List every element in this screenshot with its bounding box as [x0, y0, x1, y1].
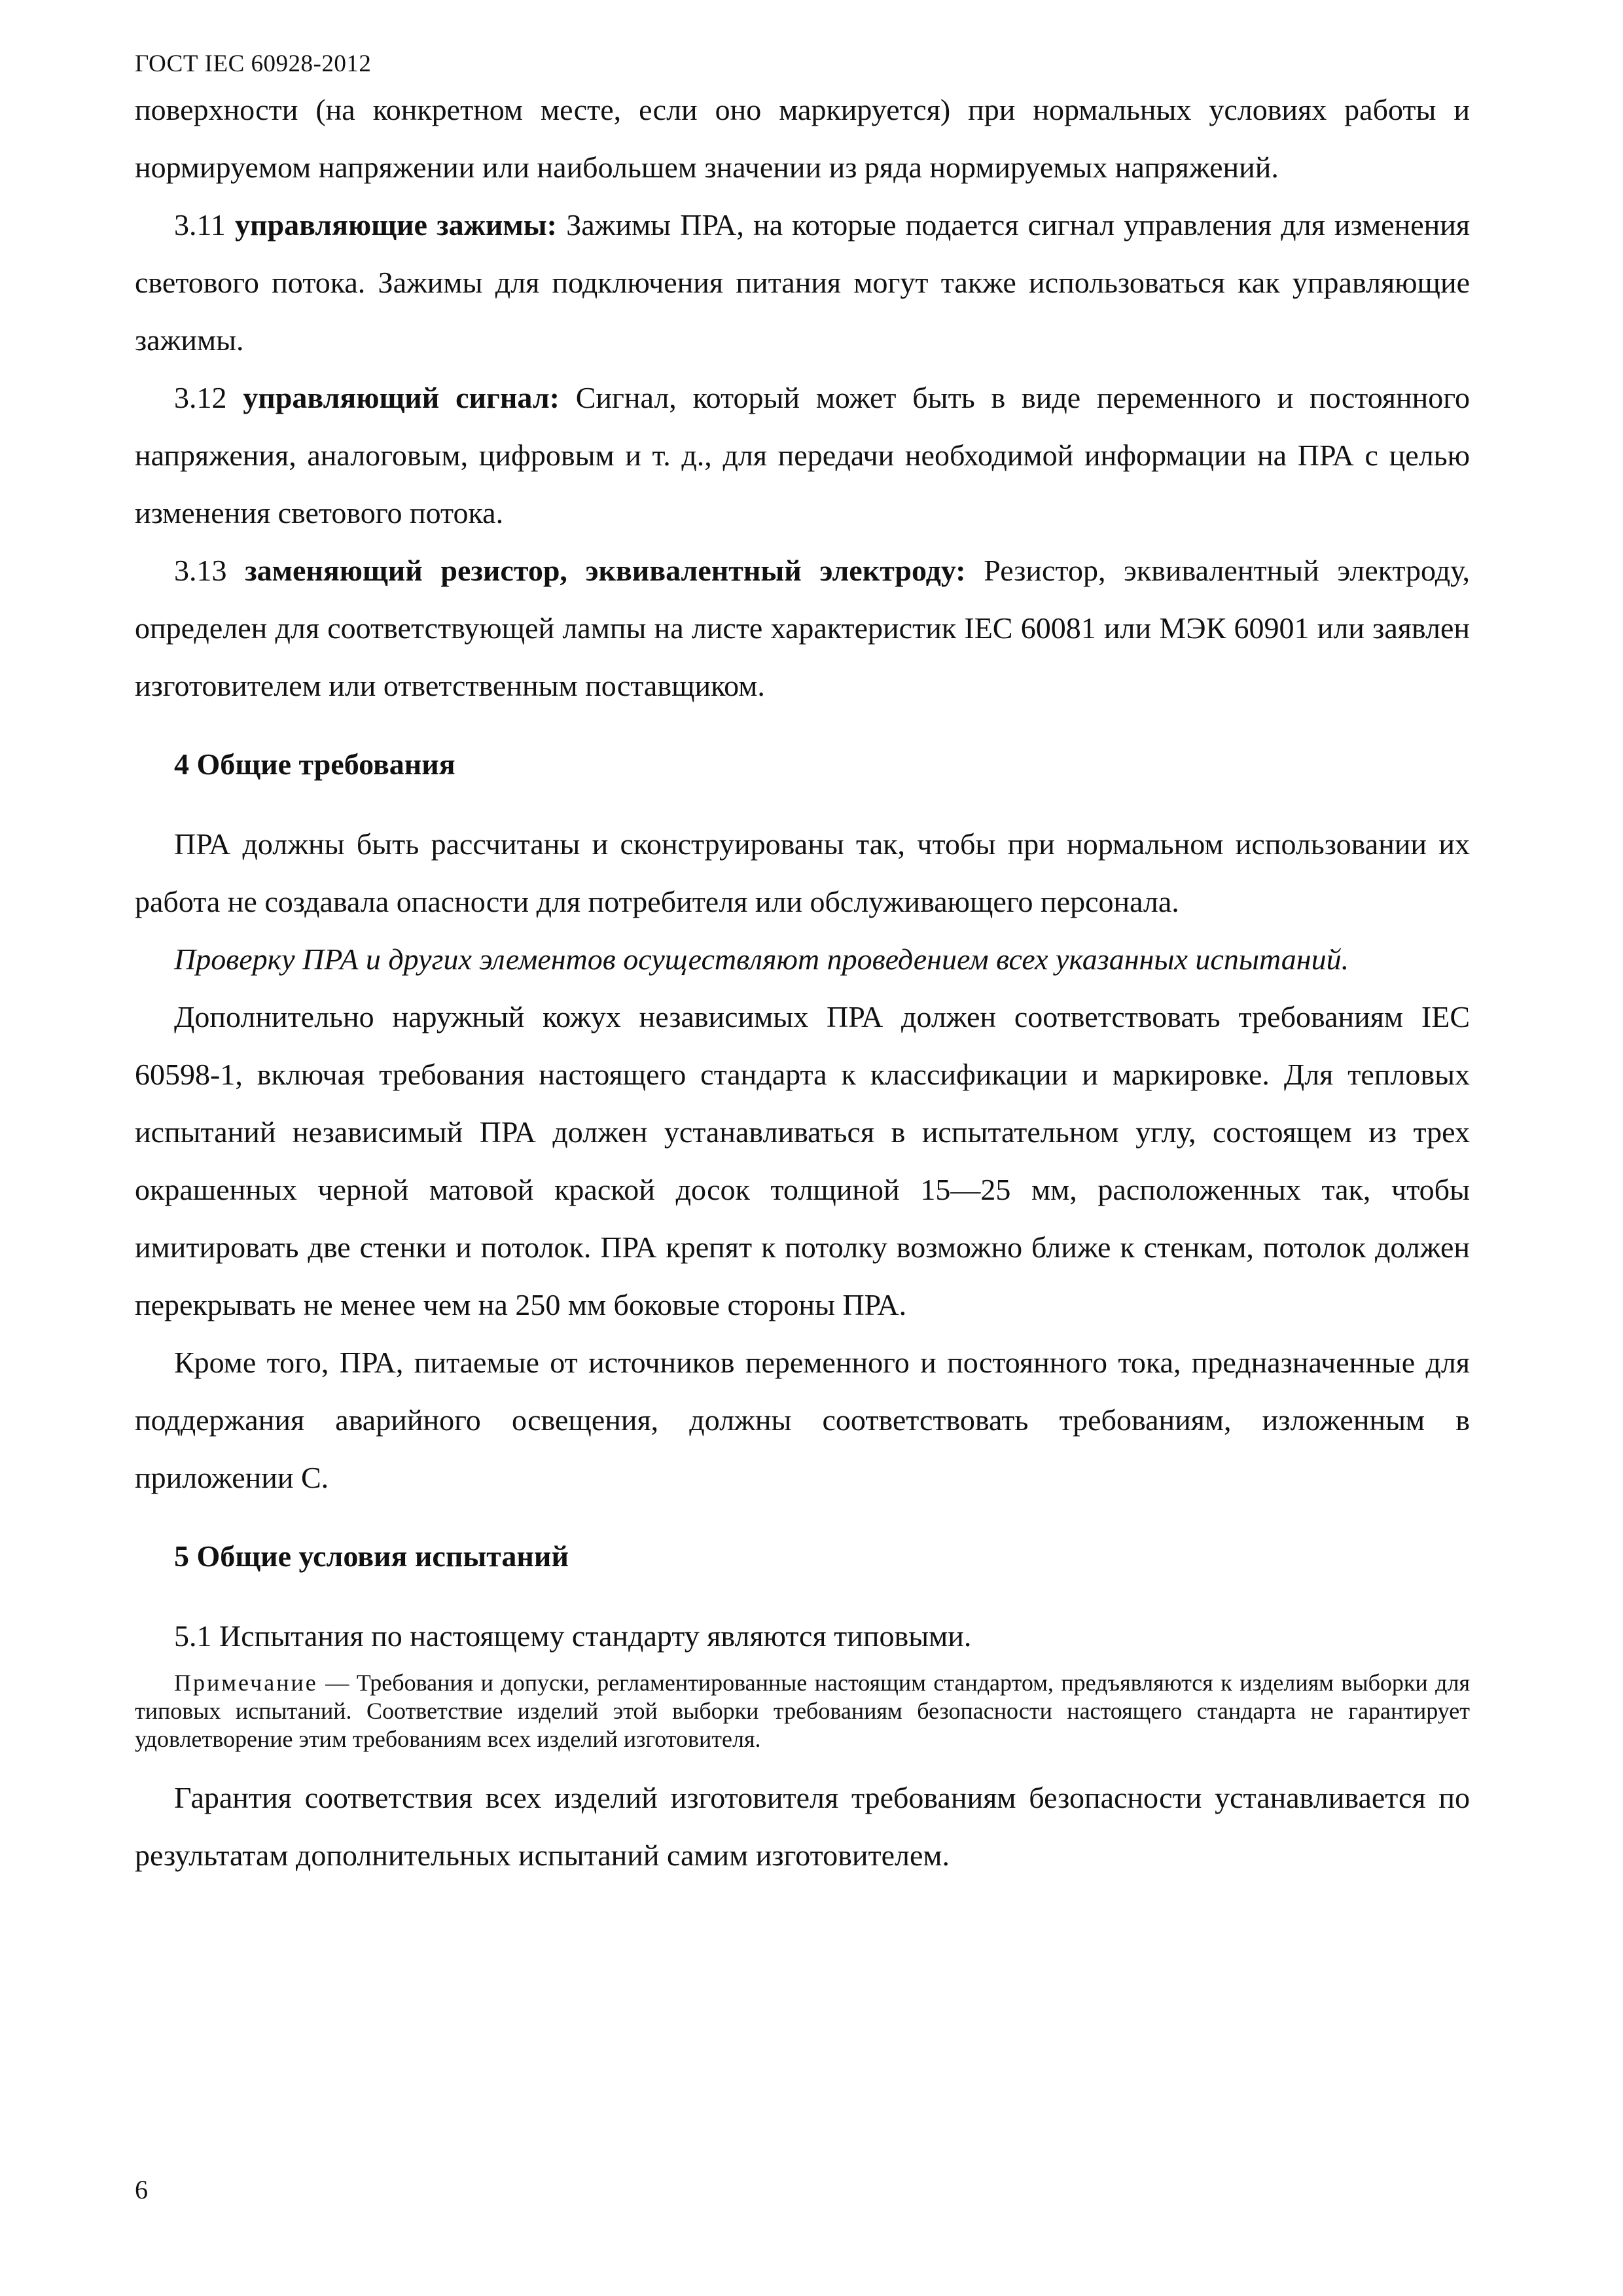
page-number: 6 [135, 2175, 148, 2204]
definition-text: Резистор, эквивалентный электроду, определен для соответствующей лампы на листе характеристик IEC 60081 или МЭК 60901 или заявлен изготовителем или ответственным поставщиком. [135, 554, 1471, 702]
definition-3-12 [135, 369, 1470, 542]
paragraph-continued: поверхности (на конкретном месте, если оно маркируется) при нормальных условиях работы и нормируемом напряжении или наибольшем значении из ряда нормируемых напряжений. [135, 93, 1470, 184]
definition-3-13 [135, 542, 1470, 715]
document-page [135, 0, 1470, 2296]
section-4-paragraph-1: ПРА должны быть рассчитаны и сконструированы так, чтобы при нормальном использовании их работа не создавала опасности для потребителя или обслуживающего персонала. [135, 827, 1470, 918]
running-header: ГОСТ IEC 60928-2012 [135, 50, 372, 77]
note [135, 1669, 1470, 1753]
defined-term: управляющие зажимы: [234, 208, 558, 242]
note-label: Примечание [174, 1670, 318, 1696]
definition-3-11 [135, 196, 1470, 369]
section-4-paragraph-4: Кроме того, ПРА, питаемые от источников переменного и постоянного тока, предназначенные для поддержания аварийного освещения, должны соответствовать требованиям, изложенным в приложении С. [135, 1346, 1470, 1494]
section-heading-4: 4 Общие требования [174, 747, 455, 781]
section-heading-5: 5 Общие условия испытаний [174, 1539, 569, 1573]
body-text [135, 81, 1470, 1884]
clause-5-1: 5.1 Испытания по настоящему стандарту являются типовыми. [174, 1619, 972, 1653]
note-text: — Требования и допуски, регламентированные настоящим стандартом, предъявляются к изделиям выборки для типовых испытаний. Соответствие изделий этой выборки требованиям безопасности настоящего стандарта не гарантирует удовлетворение этим требованиям всех изделий изготовителя. [135, 1670, 1471, 1752]
section-5-paragraph-2: Гарантия соответствия всех изделий изготовителя требованиям безопасности устанавливается по результатам дополнительных испытаний самим изготовителем. [135, 1781, 1470, 1872]
definition-text: Зажимы ПРА, на которые подается сигнал управления для изменения светового потока. Зажимы для подключения питания могут также использоваться как управляющие зажимы. [135, 208, 1471, 357]
definition-text: Сигнал, который может быть в виде переменного и постоянного напряжения, аналоговым, цифровым и т. д., для передачи необходимой информации на ПРА с целью изменения светового потока. [135, 381, 1470, 529]
clause-number: 3.12 [174, 381, 227, 414]
clause-number: 3.13 [174, 554, 227, 587]
defined-term: управляющий сигнал: [243, 381, 560, 414]
section-4-verification-note: Проверку ПРА и других элементов осуществляют проведением всех указанных испытаний. [174, 942, 1349, 976]
section-4-paragraph-3: Дополнительно наружный кожух независимых ПРА должен соответствовать требованиям IEC 60598-1, включая требования настоящего стандарта к классификации и маркировке. Для тепловых испытаний независимый ПРА должен устанавливаться в испытательном углу, состоящем из трех окрашенных черной матовой краской досок толщиной 15—25 мм, расположенных так, чтобы имитировать две стенки и потолок. ПРА крепят к потолку возможно ближе к стенкам, потолок должен перекрывать не менее чем на 250 мм боковые стороны ПРА. [135, 1000, 1470, 1321]
defined-term: заменяющий резистор, эквивалентный электроду: [245, 554, 966, 587]
clause-number: 3.11 [174, 208, 226, 242]
